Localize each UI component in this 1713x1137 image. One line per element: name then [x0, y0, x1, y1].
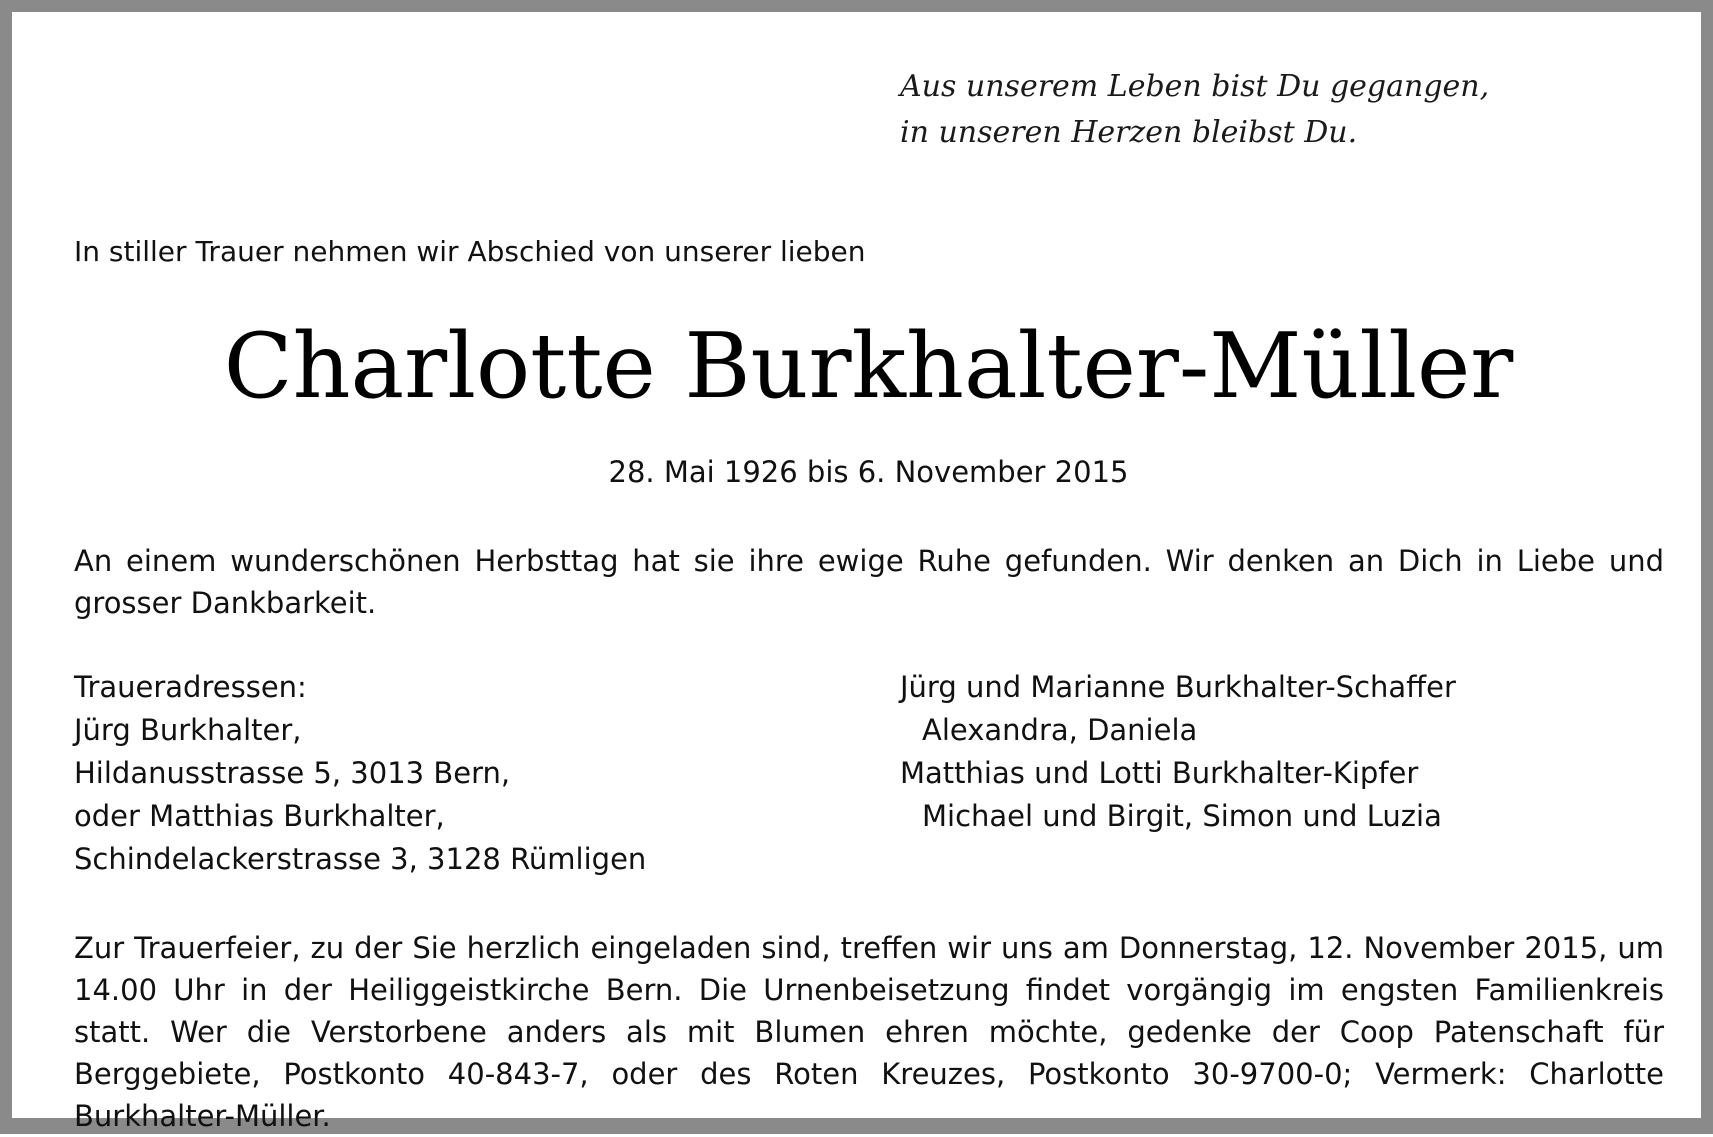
family-line: Matthias und Lotti Burkhalter-Kipfer	[900, 756, 1419, 790]
intro-text: In stiller Trauer nehmen wir Abschied von unserer lieben	[74, 235, 866, 268]
tribute-paragraph: An einem wunderschönen Herbsttag hat sie ihre ewige Ruhe gefunden. Wir denken an Dich in Liebe und grosser Dankbarkeit.	[74, 544, 1664, 620]
addresses-heading: Traueradressen:	[74, 670, 307, 704]
deceased-name: Charlotte Burkhalter-Müller	[223, 314, 1514, 419]
ceremony-paragraph: Zur Trauerfeier, zu der Sie herzlich eingeladen sind, treffen wir uns am Donnerstag, 12. November 2015, um 14.00 Uhr in der Heiliggeistkirche Bern. Die Urnenbeisetzung findet vorgängig im engsten Familienkreis statt. Wer die Verstorbene anders als mit Blumen ehren möchte, gedenke der Coop Patenschaft für Berggebiete, Postkonto 40-843-7, oder des Roten Kreuzes, Postkonto 30-9700-0; Vermerk: Charlotte Burkhalter-Müller.	[74, 931, 1664, 1133]
memorial-quote	[900, 64, 1489, 156]
address-line: Hildanusstrasse 5, 3013 Bern,	[74, 756, 511, 790]
address-line: oder Matthias Burkhalter,	[74, 799, 445, 833]
family-line: Jürg und Marianne Burkhalter-Schaffer	[900, 670, 1456, 704]
address-line: Schindelackerstrasse 3, 3128 Rümligen	[74, 842, 647, 876]
address-line: Jürg Burkhalter,	[74, 713, 302, 747]
life-dates: 28. Mai 1926 bis 6. November 2015	[608, 455, 1129, 489]
family-line: Michael und Birgit, Simon und Luzia	[922, 799, 1442, 833]
mourning-addresses	[74, 666, 646, 881]
family-list	[900, 666, 1456, 838]
family-line: Alexandra, Daniela	[922, 713, 1198, 747]
quote-line-1: Aus unserem Leben bist Du gegangen,	[900, 69, 1490, 104]
quote-line-2: in unseren Herzen bleibst Du.	[900, 115, 1358, 150]
